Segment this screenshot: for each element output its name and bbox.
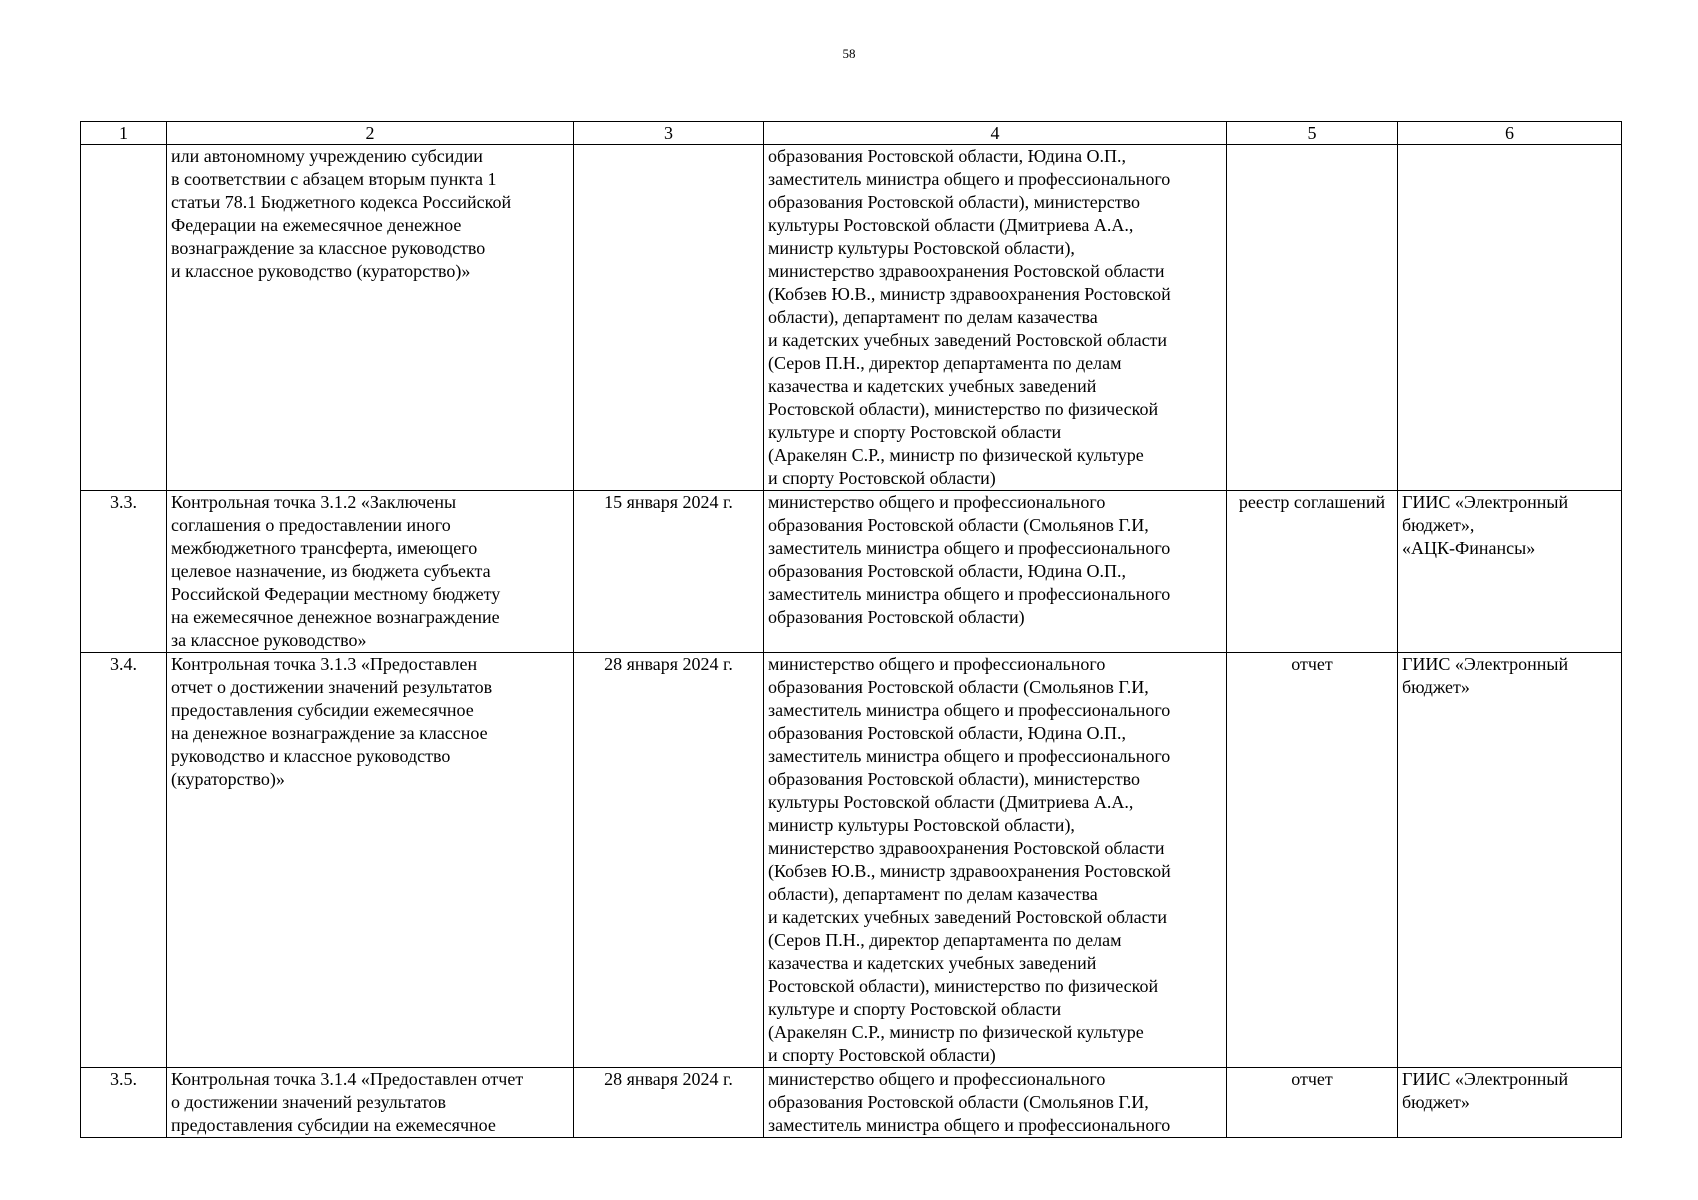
row-number-cell: 3.4. bbox=[81, 653, 167, 1068]
plan-table bbox=[80, 121, 1622, 1138]
column-header-5: 5 bbox=[1227, 122, 1398, 145]
information-system-cell: ГИИС «Электронный бюджет», «АЦК-Финансы» bbox=[1398, 491, 1622, 653]
row-number-cell: 3.5. bbox=[81, 1068, 167, 1138]
document-cell bbox=[1227, 145, 1398, 491]
table-row bbox=[81, 145, 1622, 491]
row-number-cell: 3.3. bbox=[81, 491, 167, 653]
row-number-cell bbox=[81, 145, 167, 491]
document-cell: отчет bbox=[1227, 1068, 1398, 1138]
responsible-cell: образования Ростовской области, Юдина О.П., заместитель министра общего и профессионального образования Ростовской области), министерство культуры Ростовской области (Дмитриева А.А., министр культуры Ростовской области), министерство здравоохранения Ростовской области (Кобзев Ю.В., министр здравоохранения Ростовской области), департамент по делам казачества и кадетских учебных заведений Ростовской области (Серов П.Н., директор департамента по делам казачества и кадетских учебных заведений Ростовской области), министерство по физической культуре и спорту Ростовской области (Аракелян С.Р., министр по физической культуре и спорту Ростовской области) bbox=[764, 145, 1227, 491]
document-cell: реестр соглашений bbox=[1227, 491, 1398, 653]
information-system-cell bbox=[1398, 145, 1622, 491]
table-row bbox=[81, 491, 1622, 653]
date-cell: 28 января 2024 г. bbox=[574, 1068, 764, 1138]
table-row bbox=[81, 1068, 1622, 1138]
column-header-4: 4 bbox=[764, 122, 1227, 145]
information-system-cell: ГИИС «Электронный бюджет» bbox=[1398, 653, 1622, 1068]
name-cell: Контрольная точка 3.1.2 «Заключены соглашения о предоставлении иного межбюджетного трансферта, имеющего целевое назначение, из бюджета субъекта Российской Федерации местному бюджету на ежемесячное денежное вознаграждение за классное руководство» bbox=[167, 491, 574, 653]
responsible-cell: министерство общего и профессионального образования Ростовской области (Смольянов Г.И, заместитель министра общего и профессионального образования Ростовской области, Юдина О.П., заместитель министра общего и профессионального образования Ростовской области) bbox=[764, 491, 1227, 653]
responsible-cell: министерство общего и профессионального образования Ростовской области (Смольянов Г.И, заместитель министра общего и профессионального bbox=[764, 1068, 1227, 1138]
header-row bbox=[81, 122, 1622, 145]
column-header-6: 6 bbox=[1398, 122, 1622, 145]
column-header-3: 3 bbox=[574, 122, 764, 145]
column-header-1: 1 bbox=[81, 122, 167, 145]
table-row bbox=[81, 653, 1622, 1068]
responsible-cell: министерство общего и профессионального образования Ростовской области (Смольянов Г.И, заместитель министра общего и профессионального образования Ростовской области, Юдина О.П., заместитель министра общего и профессионального образования Ростовской области), министерство культуры Ростовской области (Дмитриева А.А., министр культуры Ростовской области), министерство здравоохранения Ростовской области (Кобзев Ю.В., министр здравоохранения Ростовской области), департамент по делам казачества и кадетских учебных заведений Ростовской области (Серов П.Н., директор департамента по делам казачества и кадетских учебных заведений Ростовской области), министерство по физической культуре и спорту Ростовской области (Аракелян С.Р., министр по физической культуре и спорту Ростовской области) bbox=[764, 653, 1227, 1068]
date-cell bbox=[574, 145, 764, 491]
information-system-cell: ГИИС «Электронный бюджет» bbox=[1398, 1068, 1622, 1138]
column-header-2: 2 bbox=[167, 122, 574, 145]
name-cell: Контрольная точка 3.1.3 «Предоставлен отчет о достижении значений результатов предоставления субсидии ежемесячное на денежное вознаграждение за классное руководство и классное руководство (кураторство)» bbox=[167, 653, 574, 1068]
document-cell: отчет bbox=[1227, 653, 1398, 1068]
name-cell: Контрольная точка 3.1.4 «Предоставлен отчет о достижении значений результатов предоставления субсидии на ежемесячное bbox=[167, 1068, 574, 1138]
page-number: 58 bbox=[842, 46, 856, 61]
date-cell: 15 января 2024 г. bbox=[574, 491, 764, 653]
name-cell: или автономному учреждению субсидии в соответствии с абзацем вторым пункта 1 статьи 78.1 Бюджетного кодекса Российской Федерации на ежемесячное денежное вознаграждение за классное руководство и классное руководство (кураторство)» bbox=[167, 145, 574, 491]
date-cell: 28 января 2024 г. bbox=[574, 653, 764, 1068]
